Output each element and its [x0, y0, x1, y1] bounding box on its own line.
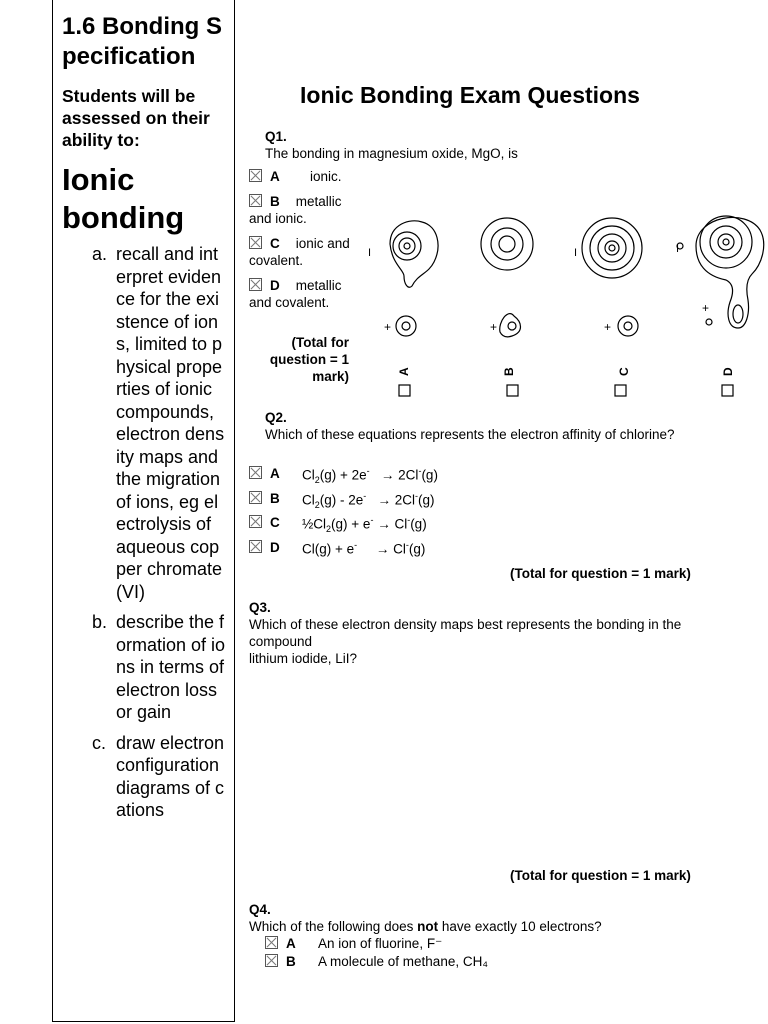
checkbox-icon[interactable]: [249, 540, 262, 553]
spec-title: 1.6 Bonding Specification: [62, 13, 223, 70]
svg-text:I: I: [368, 247, 372, 259]
specification-sidebar: [52, 0, 235, 1022]
q3-text: Which of these electron density maps best represents the bonding in the compound: [249, 617, 682, 649]
spec-list: [62, 243, 226, 822]
map-label: A: [397, 367, 411, 376]
checkbox-icon[interactable]: [249, 515, 262, 528]
spec-item-letter: c.: [92, 732, 107, 753]
checkbox-icon[interactable]: [249, 466, 262, 479]
density-map-a: [368, 221, 438, 396]
q2-option-b[interactable]: [249, 491, 435, 511]
spec-item-text: recall and interpret evidence for the existence of ions, limited to physical properties of ionic compounds, electron density maps and the migration of ions, eg electrolysis of aqueous copper chromate(VI): [116, 244, 225, 602]
spec-item-letter: b.: [92, 612, 108, 632]
option-letter: B: [270, 491, 280, 506]
q3-header: [249, 599, 719, 667]
q2-total: (Total for question = 1 mark): [510, 566, 691, 581]
option-text: A molecule of methane, CH₄: [318, 954, 488, 969]
page-title: Ionic Bonding Exam Questions: [300, 82, 640, 108]
option-letter: D: [270, 278, 280, 293]
spec-heading: Ionic bonding: [62, 162, 185, 235]
map-label: B: [502, 367, 516, 376]
map-label: D: [721, 367, 735, 376]
q2-text: Which of these equations represents the electron affinity of chlorine?: [265, 427, 675, 442]
q1-option-c[interactable]: [249, 235, 353, 269]
q2-option-d[interactable]: [249, 540, 426, 557]
option-letter: D: [270, 540, 280, 555]
checkbox-icon[interactable]: [249, 194, 262, 207]
spec-item: [62, 732, 226, 822]
spec-item-letter: a.: [92, 244, 108, 264]
option-letter: A: [286, 936, 296, 951]
q4-option-b[interactable]: [265, 953, 488, 970]
checkbox-icon[interactable]: [249, 236, 262, 249]
density-map-c: [574, 218, 642, 396]
q3-number: Q3.: [249, 600, 271, 615]
option-letter: B: [286, 954, 296, 969]
option-text: ionic and covalent.: [249, 236, 350, 268]
q3-text-2: lithium iodide, LiI?: [249, 651, 358, 666]
option-letter: C: [270, 515, 280, 530]
q4-header: [249, 901, 719, 935]
option-text: An ion of fluorine, F⁻: [318, 936, 443, 951]
spec-item: [62, 611, 226, 724]
checkbox-icon[interactable]: [265, 954, 278, 967]
checkbox-icon[interactable]: [249, 491, 262, 504]
q3-total: (Total for question = 1 mark): [510, 868, 691, 883]
svg-text:+: +: [604, 320, 612, 334]
spec-item-text: draw electron configuration diagrams of cations: [116, 732, 225, 820]
map-label: C: [617, 367, 631, 376]
equation-a: $Cl_2(g) + 2e^- \to 2Cl^-(g)$: [302, 466, 438, 486]
option-letter: A: [270, 169, 280, 184]
q2-number: Q2.: [265, 410, 287, 425]
svg-text:I: I: [574, 247, 578, 259]
option-text: metallic and covalent.: [249, 278, 342, 310]
q4-number: Q4.: [249, 902, 271, 917]
q1-header: [265, 128, 518, 162]
q1-option-b[interactable]: [249, 193, 353, 227]
spec-subtitle: Students will be assessed on their ability to:: [62, 86, 210, 150]
spec-item-text: describe the formation of ions in terms of electron loss or gain: [116, 612, 226, 722]
q4-text: Which of the following does not have exactly 10 electrons?: [249, 919, 602, 934]
option-text: metallic and ionic.: [249, 194, 342, 226]
q2-option-c[interactable]: [249, 515, 427, 535]
spec-item: [62, 243, 226, 603]
equation-d: Cl(g) + e- → Cl-(g): [302, 540, 426, 557]
q2-option-a[interactable]: [249, 466, 438, 486]
equation-b: $Cl_2(g) - 2e^- \to 2Cl^-(g)$: [302, 491, 435, 511]
density-map-b: [481, 218, 533, 396]
q1-total: (Total for question = 1 mark): [269, 335, 349, 384]
option-letter: C: [270, 236, 280, 251]
equation-c: $\frac{1}{2}Cl_2(g) + e^- \to Cl^-(g)$: [302, 515, 427, 535]
q1-option-d[interactable]: [249, 277, 353, 311]
checkbox-icon[interactable]: [249, 169, 262, 182]
svg-text:+: +: [702, 301, 710, 315]
svg-text:+: +: [490, 320, 498, 334]
option-letter: B: [270, 194, 280, 209]
electron-density-maps: [362, 204, 768, 414]
density-map-d: [676, 216, 764, 396]
q1-text: The bonding in magnesium oxide, MgO, is: [265, 146, 518, 161]
option-text: ionic.: [310, 169, 342, 184]
q4-option-a[interactable]: [265, 935, 442, 952]
svg-text:I: I: [676, 243, 680, 255]
option-letter: A: [270, 466, 280, 481]
checkbox-icon[interactable]: [265, 936, 278, 949]
svg-text:+: +: [384, 320, 392, 334]
q2-header: [265, 409, 705, 443]
checkbox-icon[interactable]: [249, 278, 262, 291]
q1-number: Q1.: [265, 129, 287, 144]
q1-option-a[interactable]: [249, 168, 353, 185]
